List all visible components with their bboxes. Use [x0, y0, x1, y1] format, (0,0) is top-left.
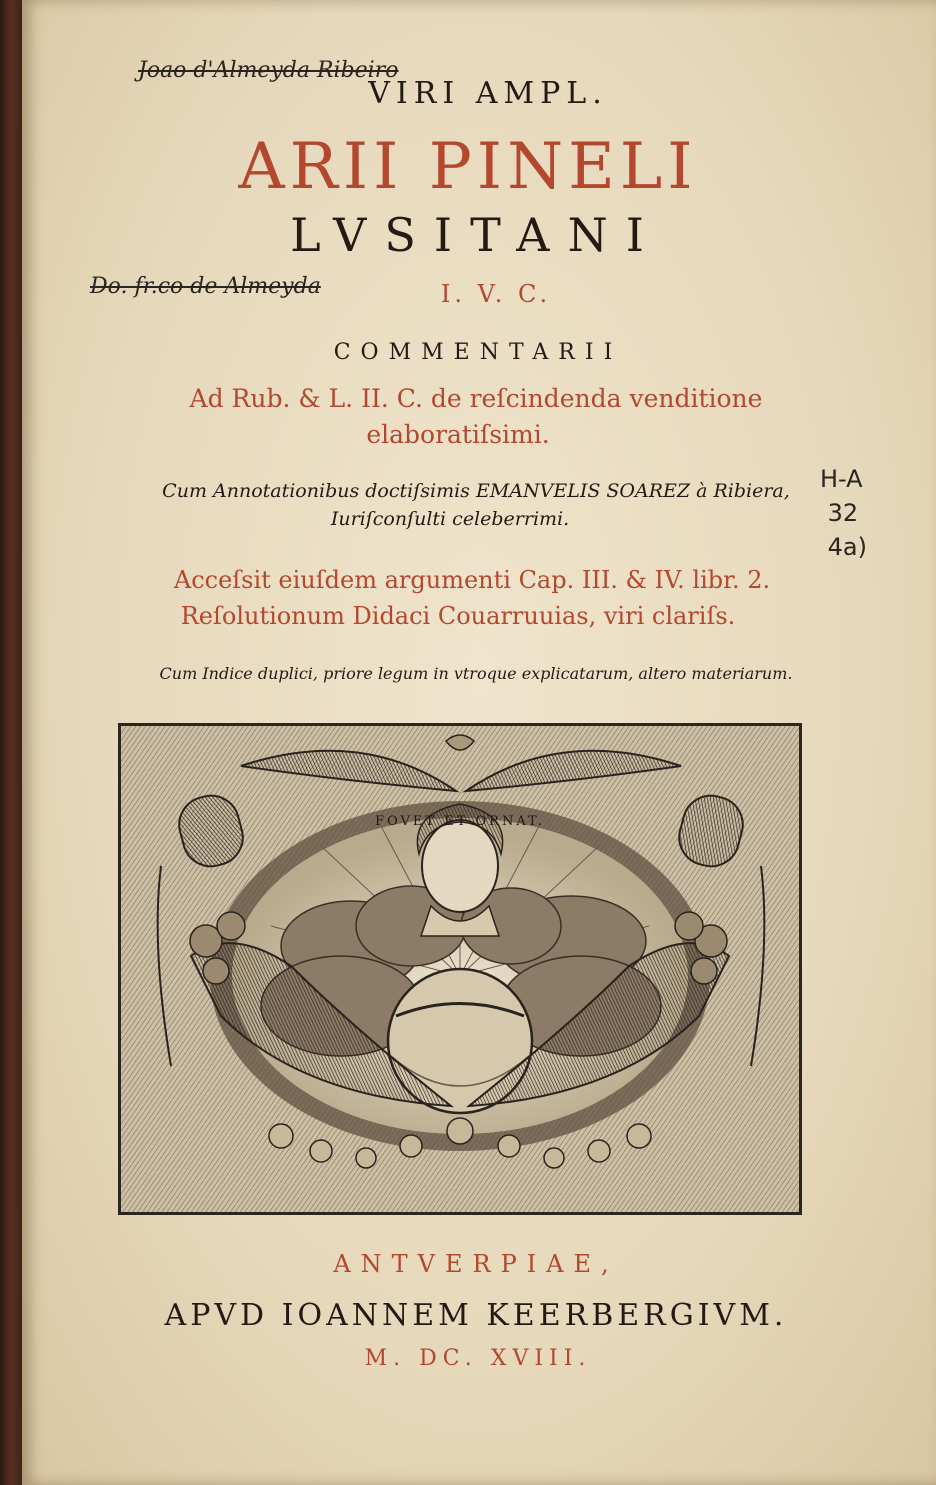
shelfmark-note: H-A 32 4a) — [820, 465, 867, 561]
engraving-illustration — [121, 726, 799, 1212]
work-title: COMMENTARII — [333, 340, 623, 365]
imprint-place: ANTVERPIAE, — [333, 1250, 619, 1278]
author-origin: LVSITANI — [290, 208, 662, 262]
printers-device-engraving — [118, 723, 802, 1215]
title-line-viri: VIRI AMPL. — [368, 76, 608, 111]
accessit-note-cont: Reſolutionum Didaci Couarruuias, viri clariſs. — [180, 602, 736, 630]
engraving-motto: FOVET ET ORNAT. — [375, 814, 545, 829]
crossed-out-signature: Joao d'Almeyda Ribeiro — [138, 58, 399, 83]
accessit-note: Acceſsit eiuſdem argumenti Cap. III. & IV. libr. 2. — [173, 566, 771, 594]
author-title: I. V. C. — [440, 280, 552, 308]
imprint-printer: APVD IOANNEM KEERBERGIVM. — [164, 1298, 788, 1333]
crossed-out-ownership-note: Do. fr.co de Almeyda — [90, 274, 321, 299]
work-subtitle-cont: elaboratiſsimi. — [366, 420, 550, 449]
annotations-note-cont: Iuriſconſulti celeberrimi. — [330, 508, 570, 530]
author-name: ARII PINELI — [238, 130, 698, 204]
index-note: Cum Indice duplici, priore legum in vtroque explicatarum, altero materiarum. — [159, 664, 793, 683]
imprint-date: M. DC. XVIII. — [364, 1346, 592, 1371]
annotations-note: Cum Annotationibus doctiſsimis EMANVELIS SOAREZ à Ribiera, — [162, 480, 790, 502]
work-subtitle: Ad Rub. & L. II. C. de reſcindenda venditione — [189, 384, 763, 413]
